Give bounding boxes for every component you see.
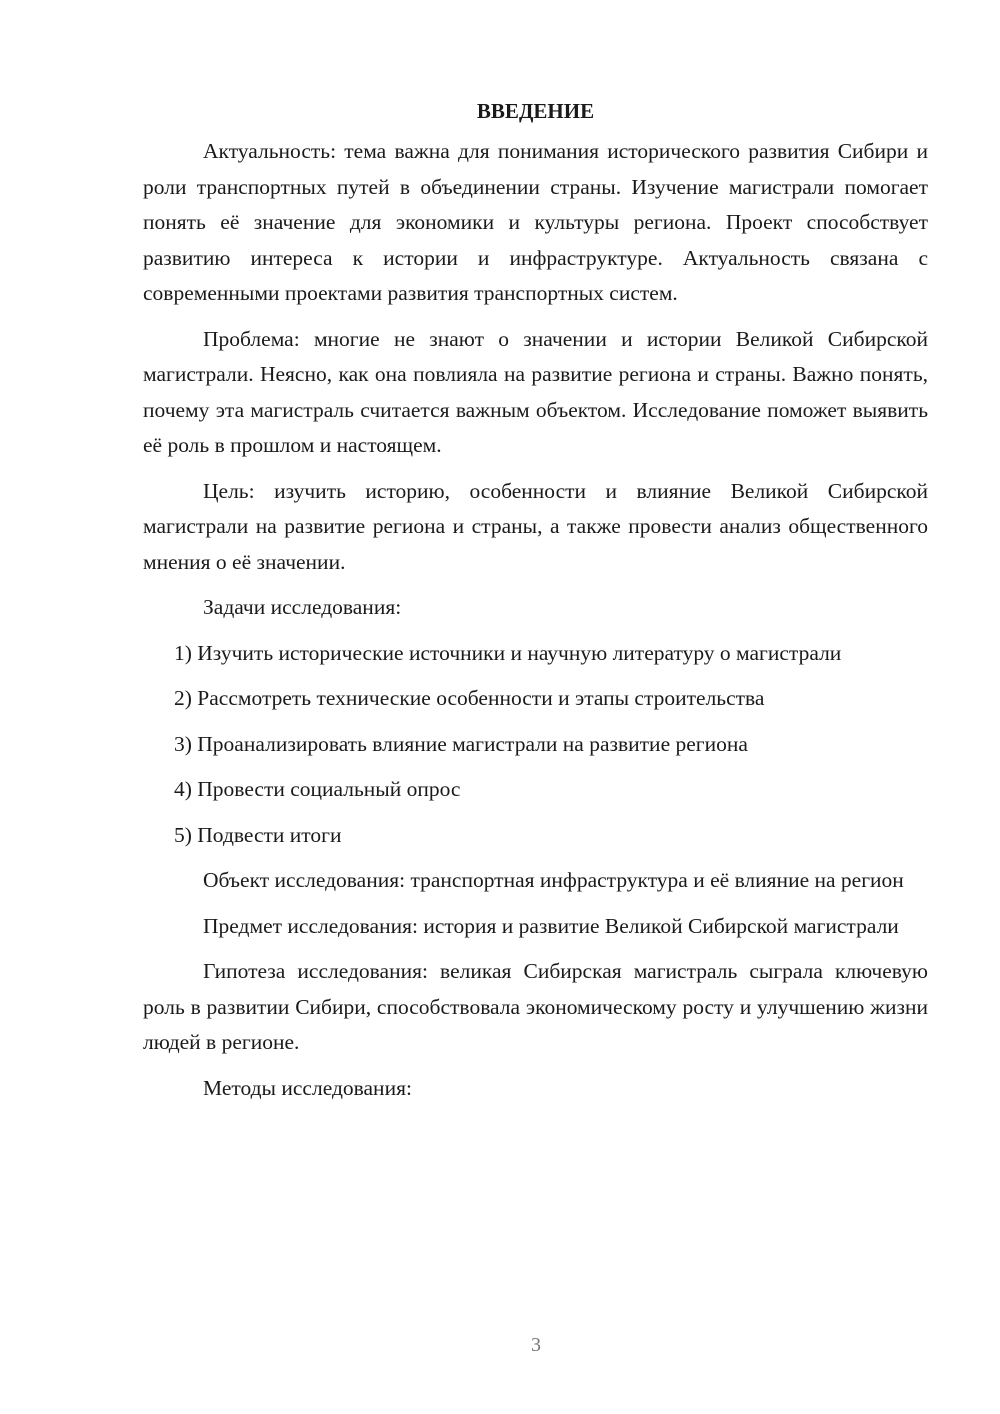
tasks-heading: Задачи исследования: <box>203 595 402 619</box>
relevance-paragraph: Актуальность: тема важна для понимания исторического развития Сибири и роли транспортных путей в объединении страны. Изучение магистрали помогает понять её значение для экономики и культуры региона. Проект способствует развитию интереса к истории и инфраструктуре. Актуальность связана с современными проектами развития транспортных систем. <box>143 139 928 305</box>
document-page <box>143 96 928 1116</box>
page-title: ВВЕДЕНИЕ <box>476 99 595 123</box>
methods-heading: Методы исследования: <box>203 1075 412 1100</box>
task-item: 1) Изучить исторические источники и научную литературу о магистрали <box>174 640 842 665</box>
page-number: 3 <box>531 1334 541 1356</box>
task-item: 5) Подвести итоги <box>174 822 342 847</box>
tasks-list <box>143 636 928 854</box>
goal-paragraph: Цель: изучить историю, особенности и влияние Великой Сибирской магистрали на развитие региона и страны, а также провести анализ общественного мнения о её значении. <box>143 478 928 574</box>
task-item: 2) Рассмотреть технические особенности и этапы строительства <box>174 686 765 710</box>
task-item: 4) Провести социальный опрос <box>174 777 461 801</box>
problem-paragraph: Проблема: многие не знают о значении и истории Великой Сибирской магистрали. Неясно, как она повлияла на развитие региона и страны. Важно понять, почему эта магистраль считается важным объектом. Исследование поможет выявить её роль в прошлом и настоящем. <box>143 326 928 457</box>
hypothesis-paragraph: Гипотеза исследования: великая Сибирская магистраль сыграла ключевую роль в развитии Сибири, способствовала экономическому росту и улучшению жизни людей в регионе. <box>143 959 928 1054</box>
object-paragraph: Объект исследования: транспортная инфраструктура и её влияние на регион <box>203 868 904 892</box>
task-item: 3) Проанализировать влияние магистрали на развитие региона <box>174 731 748 756</box>
subject-paragraph: Предмет исследования: история и развитие Великой Сибирской магистрали <box>203 913 899 938</box>
